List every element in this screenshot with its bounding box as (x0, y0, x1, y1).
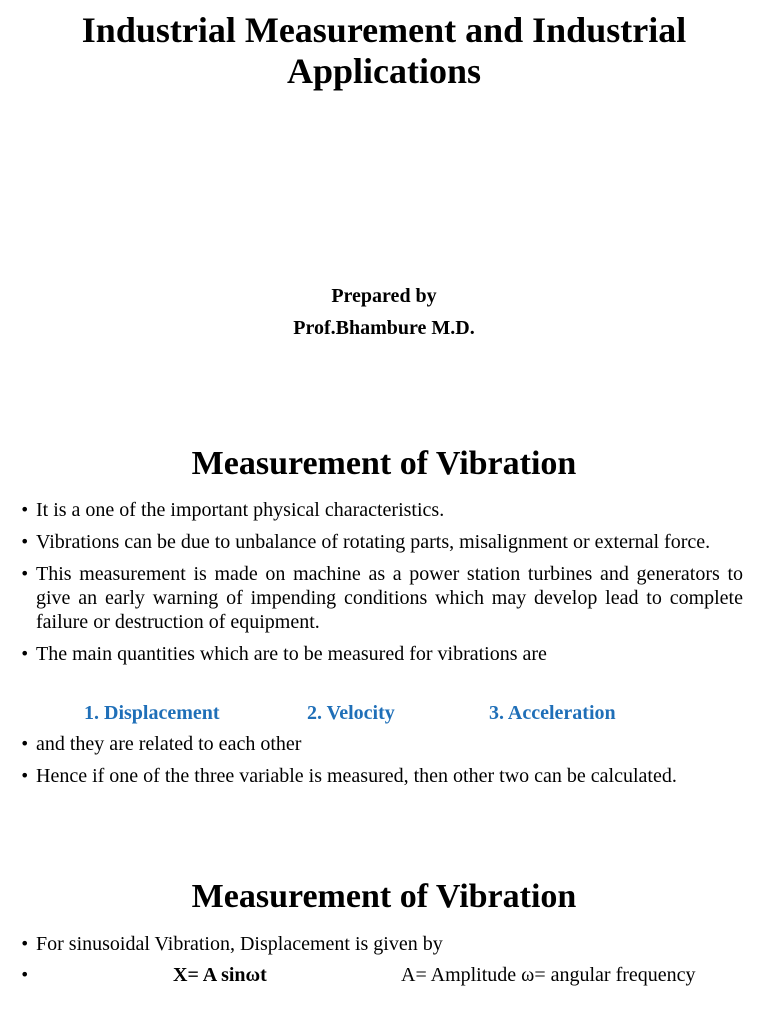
section-title-vibration: Measurement of Vibration (191, 445, 577, 482)
section-title-vibration-2: Measurement of Vibration (191, 878, 577, 915)
formula-row (20, 962, 743, 988)
formula-note: A= Amplitude ω= angular frequency (401, 964, 696, 986)
bullet-text: This measurement is made on machine as a power station turbines and generators to give an early warning of impending conditions which may develop lead to complete failure or destruction of equipment. (36, 563, 743, 633)
list-item (20, 498, 743, 522)
bullet-icon: • (20, 934, 30, 953)
bullet-text: For sinusoidal Vibration, Displacement is given by (36, 933, 443, 955)
vibration-bullet-list (20, 498, 743, 666)
vibration-bullet-list-continued (20, 732, 743, 788)
sinusoidal-bullet-list (20, 932, 743, 956)
displacement-formula: X= A sinωt (173, 964, 267, 986)
document-title: Industrial Measurement and Industrial Applications (81, 10, 687, 91)
bullet-icon: • (20, 734, 30, 753)
bullet-text: The main quantities which are to be measured for vibrations are (36, 643, 547, 665)
list-item (20, 764, 743, 788)
bullet-icon: • (20, 564, 30, 583)
bullet-icon: • (20, 500, 30, 519)
quantity-acceleration: 3. Acceleration (489, 702, 616, 724)
list-item (20, 530, 743, 554)
bullet-icon: • (20, 644, 30, 663)
bullet-text: Hence if one of the three variable is measured, then other two can be calculated. (36, 765, 677, 787)
quantity-velocity: 2. Velocity (307, 702, 395, 724)
vibration-quantities (0, 700, 768, 726)
bullet-text: Vibrations can be due to unbalance of rotating parts, misalignment or external force. (36, 531, 711, 553)
list-item (20, 642, 743, 666)
quantity-displacement: 1. Displacement (84, 702, 220, 724)
list-item (20, 562, 743, 634)
bullet-text: It is a one of the important physical characteristics. (36, 499, 445, 521)
prepared-by-label: Prepared by (331, 285, 437, 307)
bullet-text: and they are related to each other (36, 733, 302, 755)
bullet-icon: • (20, 766, 30, 785)
list-item (20, 932, 743, 956)
list-item (20, 732, 743, 756)
bullet-icon: • (20, 965, 30, 984)
bullet-icon: • (20, 532, 30, 551)
author-block (0, 280, 768, 344)
author-name: Prof.Bhambure M.D. (293, 317, 475, 339)
